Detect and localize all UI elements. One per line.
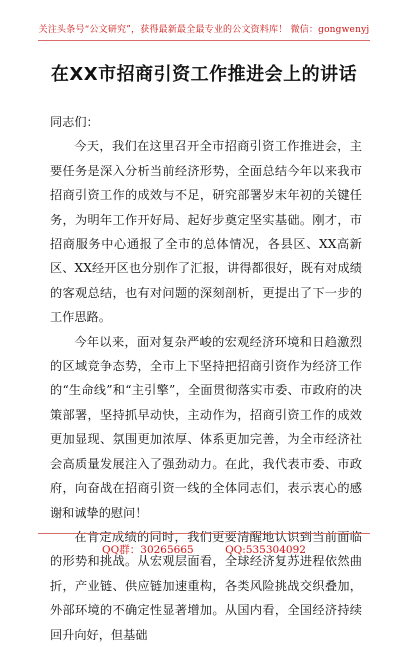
footer-divider	[38, 533, 370, 534]
footer-qq-group: QQ群：30265665	[102, 544, 194, 556]
document-title: 在XX市招商引资工作推进会上的讲话	[50, 64, 358, 85]
page-footer	[0, 542, 408, 557]
body-paragraph: 在肯定成绩的同时，我们更要清醒地认识到当前面临的形势和挑战。从宏观层面看，全球经济复苏进程依然曲折，产业链、供应链加速重构，各类风险挑战交织叠加，外部环境的不确定性显著增加。从国内看，全国经济持续回升向好，但基础	[50, 529, 362, 642]
document-body	[50, 110, 362, 647]
body-paragraph: 今天，我们在这里召开全市招商引资工作推进会，主要任务是深入分析当前经济形势，全面总结今年以来我市招商引资工作的成效与不足，研究部署岁末年初的关键任务，为明年工作开好局、起好步奠定坚实基础。刚才，市招商服务中心通报了全市的总体情况，各县区、XX高新区、XX经开区也分别作了汇报，讲得都很好，既有对成绩的客观总结，也有对问题的深刻剖析，更提出了下一步的工作思路。	[50, 139, 362, 325]
header-divider	[38, 40, 370, 41]
salutation: 同志们：	[50, 115, 99, 129]
footer-qq: QQ:535304092	[225, 544, 306, 556]
body-paragraph: 今年以来，面对复杂严峻的宏观经济环境和日趋激烈的区域竞争态势，全市上下坚持把招商引资作为经济工作的“生命线”和“主引擎”，全面贯彻落实市委、市政府的决策部署，坚持抓早动快，主动作为，招商引资工作的成效更加显现、氛围更加浓厚、体系更加完善，为全市经济社会高质量发展注入了强劲动力。在此，我代表市委、市政府，向奋战在招商引资一线的全体同志们，表示衷心的感谢和诚挚的慰问！	[50, 334, 362, 520]
page-header-banner: 关注头条号“公文研究”，获得最新最全最专业的公文资料库！ 微信：gongwenyj	[38, 25, 370, 35]
